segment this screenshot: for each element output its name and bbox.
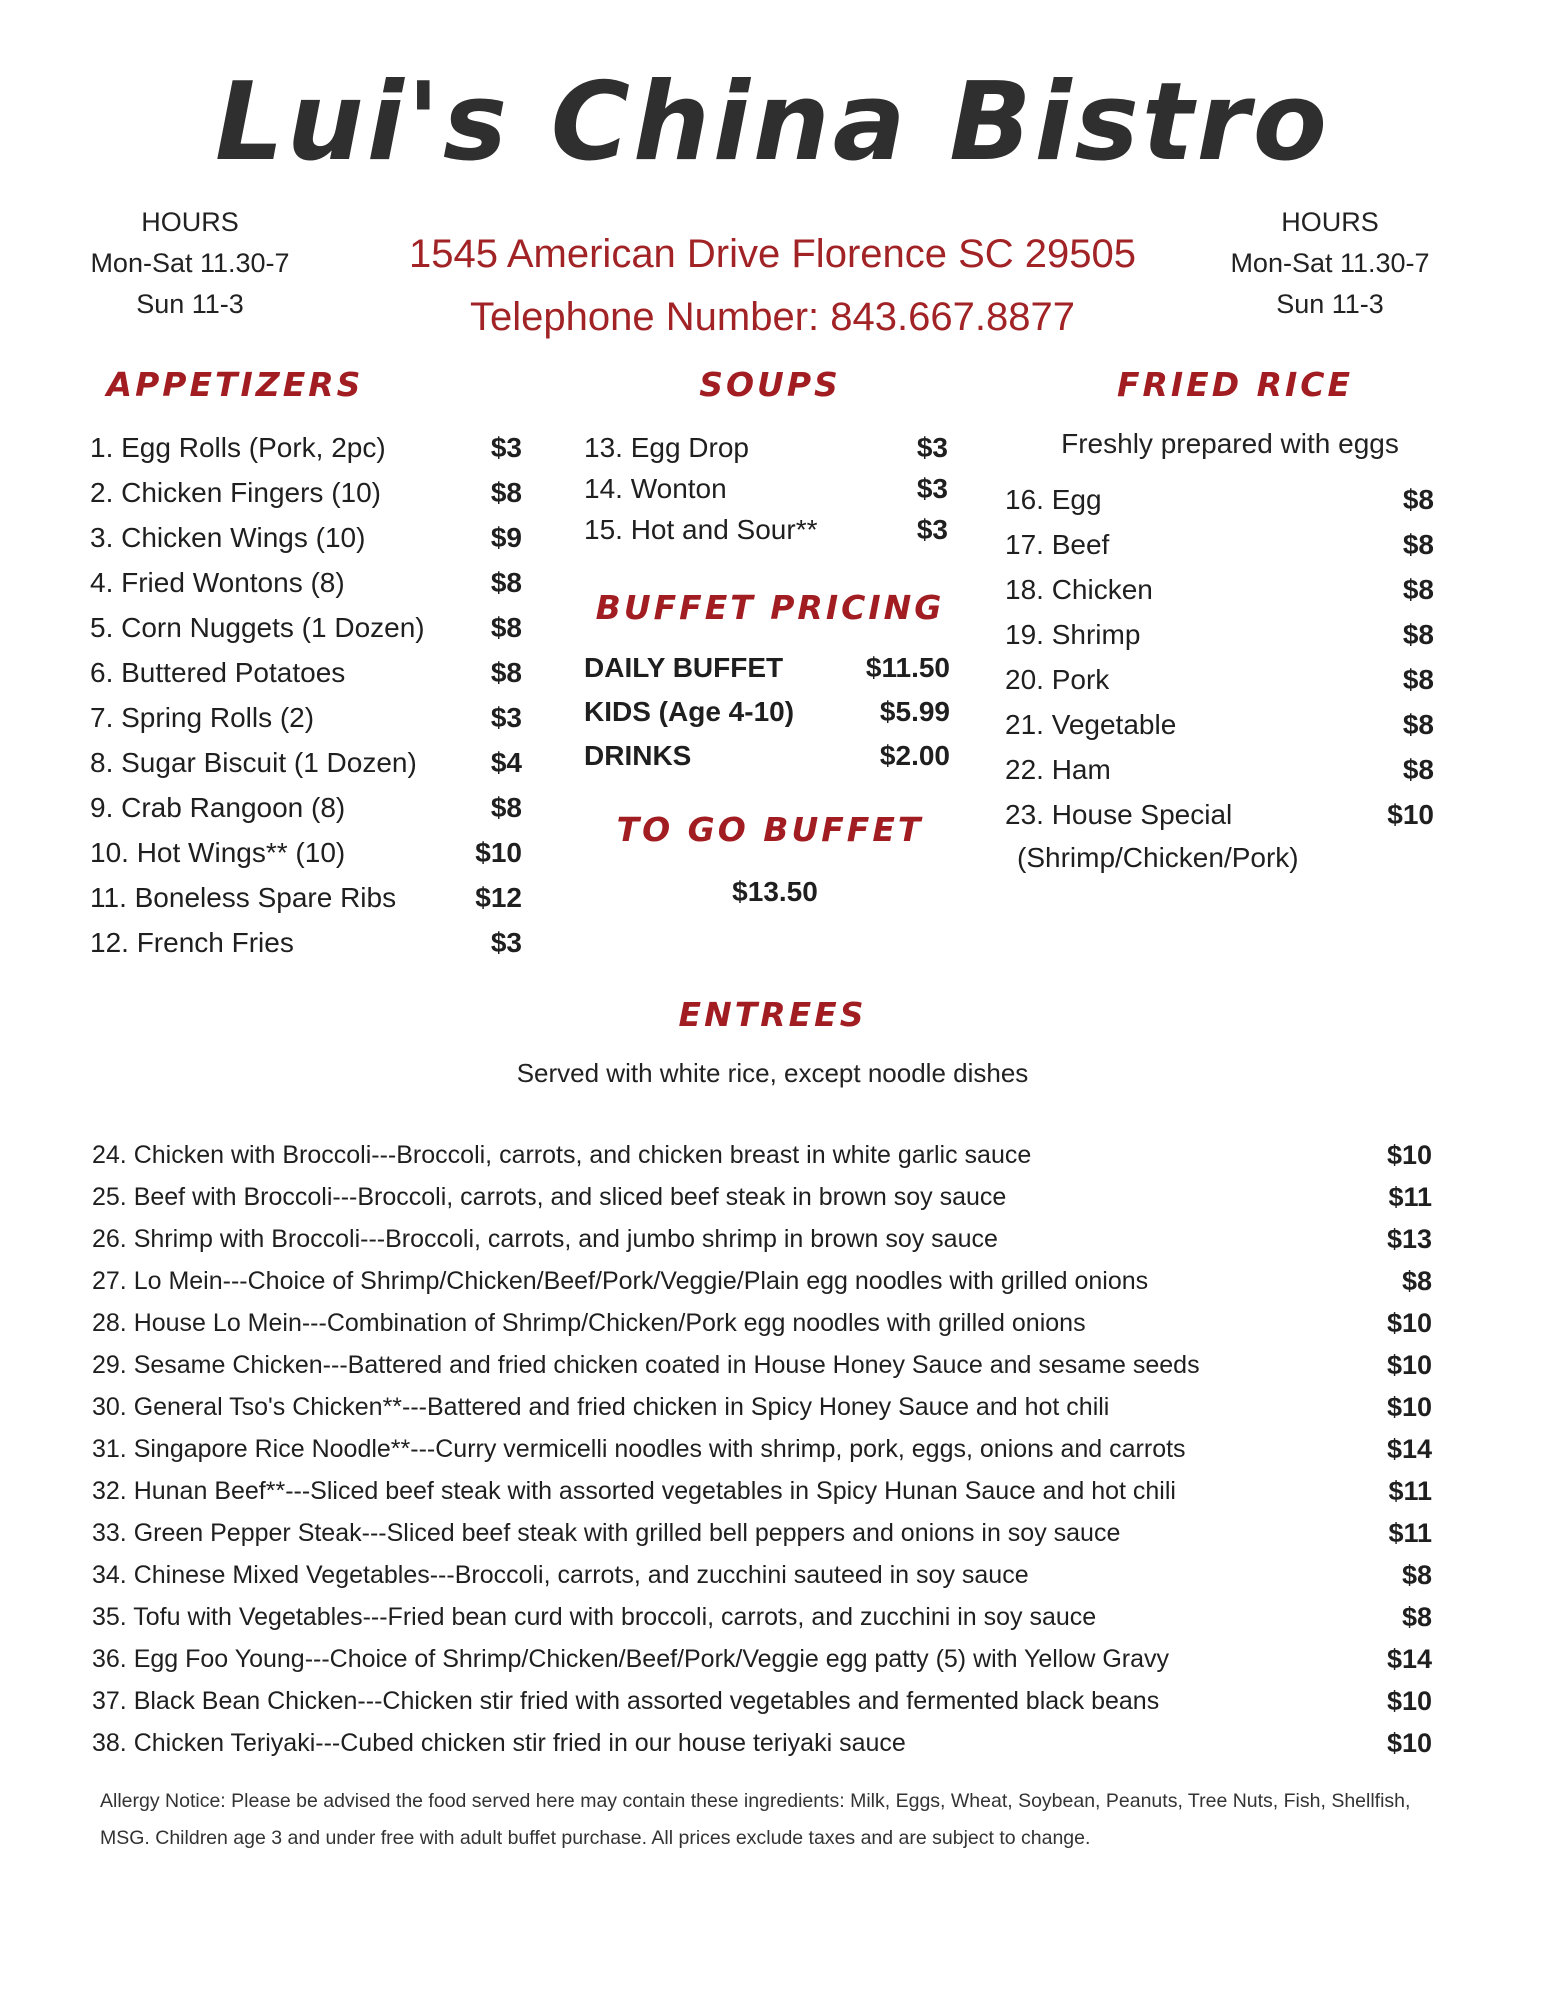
item-name: 26. Shrimp with Broccoli---Broccoli, carrots, and jumbo shrimp in brown soy sauce <box>92 1225 998 1253</box>
item-price: $3 <box>490 702 522 733</box>
item-name: 12. French Fries <box>90 927 294 958</box>
menu-item <box>90 831 522 875</box>
hours-label: HOURS <box>141 207 239 237</box>
item-price: $12 <box>475 882 522 913</box>
item-price: $8 <box>1401 1560 1432 1590</box>
item-price: $8 <box>1402 529 1434 560</box>
item-price: $8 <box>1401 1266 1432 1296</box>
telephone: Telephone Number: 843.667.8877 <box>470 295 1075 339</box>
hours-sunday: Sun 11-3 <box>136 289 244 319</box>
item-price: $3 <box>916 473 948 504</box>
entrees-subtitle: Served with white rice, except noodle dishes <box>516 1058 1029 1088</box>
to-go-buffet-heading: TO GO BUFFET <box>616 810 924 849</box>
entree-item <box>92 1428 1432 1470</box>
buffet-pricing-heading: BUFFET PRICING <box>595 588 945 627</box>
appetizers-list <box>90 426 522 966</box>
item-price: $2.00 <box>879 740 950 771</box>
soups-heading: SOUPS <box>699 365 841 404</box>
entree-item <box>92 1176 1432 1218</box>
item-price: $10 <box>1386 1308 1432 1338</box>
restaurant-title: Lui's China Bistro <box>215 60 1330 185</box>
item-name: 13. Egg Drop <box>584 432 749 463</box>
item-price: $8 <box>490 792 522 823</box>
item-price: $10 <box>1387 799 1434 830</box>
item-name: 2. Chicken Fingers (10) <box>90 477 382 508</box>
item-price: $11.50 <box>865 652 950 683</box>
item-name: 11. Boneless Spare Ribs <box>90 882 397 913</box>
item-price: $8 <box>490 612 522 643</box>
menu-item <box>1005 523 1434 567</box>
item-price: $8 <box>1402 619 1434 650</box>
item-price: $8 <box>1402 484 1434 515</box>
entree-item <box>92 1554 1432 1596</box>
item-price: $11 <box>1388 1182 1432 1212</box>
item-name: 4. Fried Wontons (8) <box>90 567 345 598</box>
item-price: $3 <box>916 432 948 463</box>
item-name: 16. Egg <box>1005 484 1102 515</box>
item-name: 34. Chinese Mixed Vegetables---Broccoli, carrots, and zucchini sauteed in soy sauce <box>92 1561 1029 1589</box>
allergy-notice: Allergy Notice: Please be advised the food served here may contain these ingredients: Milk, Eggs, Wheat, Soybean, Peanuts, Tree Nuts, Fish, Shellfish, MSG. Children age 3 and under free with adult buffet purchase. All prices exclude taxes and are subject to change. <box>100 1790 1411 1849</box>
entree-item <box>92 1596 1432 1638</box>
item-name: 28. House Lo Mein---Combination of Shrimp/Chicken/Pork egg noodles with grilled onions <box>92 1309 1086 1337</box>
item-price: $8 <box>490 567 522 598</box>
entree-item <box>92 1134 1432 1176</box>
item-name: 14. Wonton <box>584 473 727 504</box>
item-name: 24. Chicken with Broccoli---Broccoli, carrots, and chicken breast in white garlic sauce <box>92 1141 1032 1169</box>
item-name: 17. Beef <box>1005 529 1110 560</box>
item-name: 23. House Special <box>1005 799 1233 830</box>
item-price: $8 <box>490 477 522 508</box>
item-price: $10 <box>1386 1350 1432 1380</box>
item-price: $9 <box>490 522 522 553</box>
item-name: 8. Sugar Biscuit (1 Dozen) <box>90 747 417 778</box>
item-price: $3 <box>916 514 948 545</box>
entree-item <box>92 1512 1432 1554</box>
entree-item <box>92 1302 1432 1344</box>
entree-item <box>92 1218 1432 1260</box>
menu-item <box>584 467 948 511</box>
menu-item <box>90 561 522 605</box>
menu-item <box>90 426 522 470</box>
menu-item <box>1005 613 1434 657</box>
item-price: $11 <box>1388 1518 1432 1548</box>
item-name: 19. Shrimp <box>1005 619 1141 650</box>
entree-item <box>92 1260 1432 1302</box>
hours-sunday: Sun 11-3 <box>1276 289 1384 319</box>
menu-item <box>90 696 522 740</box>
address: 1545 American Drive Florence SC 29505 <box>408 232 1137 276</box>
entree-item <box>92 1638 1432 1680</box>
house-special-note <box>1017 836 1434 880</box>
item-name: 35. Tofu with Vegetables---Fried bean curd with broccoli, carrots, and zucchini in soy sauce <box>92 1603 1097 1631</box>
menu-item <box>90 516 522 560</box>
item-name: 25. Beef with Broccoli---Broccoli, carrots, and sliced beef steak in brown soy sauce <box>92 1183 1007 1211</box>
item-name: 10. Hot Wings** (10) <box>90 837 346 868</box>
soups-list <box>584 426 948 566</box>
item-name: 30. General Tso's Chicken**---Battered and fried chicken in Spicy Honey Sauce and hot chili <box>92 1393 1110 1421</box>
item-price: $8 <box>1402 754 1434 785</box>
menu-item <box>1005 478 1434 522</box>
item-note: (Shrimp/Chicken/Pork) <box>1017 842 1299 873</box>
item-price: $10 <box>1386 1728 1432 1758</box>
menu-item <box>1005 658 1434 702</box>
item-name: 27. Lo Mein---Choice of Shrimp/Chicken/Beef/Pork/Veggie/Plain egg noodles with grilled onions <box>92 1267 1149 1295</box>
item-name: KIDS (Age 4-10) <box>584 696 795 727</box>
buffet-pricing-list <box>584 646 950 786</box>
entree-item <box>92 1386 1432 1428</box>
item-price: $10 <box>1386 1686 1432 1716</box>
item-price: $10 <box>475 837 522 868</box>
item-price: $8 <box>1401 1602 1432 1632</box>
fried-rice-list <box>1005 478 1434 898</box>
item-name: 20. Pork <box>1005 664 1110 695</box>
item-price: $13 <box>1386 1224 1432 1254</box>
fried-rice-heading: FRIED RICE <box>1116 365 1354 404</box>
buffet-item <box>584 646 950 690</box>
item-name: 29. Sesame Chicken---Battered and fried chicken coated in House Honey Sauce and sesame seeds <box>92 1351 1200 1379</box>
item-name: 37. Black Bean Chicken---Chicken stir fried with assorted vegetables and fermented black beans <box>92 1687 1160 1715</box>
item-price: $3 <box>490 927 522 958</box>
item-name: DRINKS <box>584 740 692 771</box>
menu-item <box>90 741 522 785</box>
menu-item <box>1005 748 1434 792</box>
item-price: $8 <box>1402 709 1434 740</box>
entree-item <box>92 1344 1432 1386</box>
item-price: $11 <box>1388 1476 1432 1506</box>
hours-weekday: Mon-Sat 11.30-7 <box>1230 248 1430 278</box>
item-name: 38. Chicken Teriyaki---Cubed chicken stir fried in our house teriyaki sauce <box>92 1729 906 1757</box>
item-name: 18. Chicken <box>1005 574 1153 605</box>
item-price: $14 <box>1386 1644 1432 1674</box>
hours-left <box>75 202 305 325</box>
menu-item <box>1005 703 1434 747</box>
item-name: 3. Chicken Wings (10) <box>90 522 366 553</box>
menu-item <box>90 651 522 695</box>
item-name: 5. Corn Nuggets (1 Dozen) <box>90 612 425 643</box>
item-name: 9. Crab Rangoon (8) <box>90 792 346 823</box>
buffet-item <box>584 734 950 778</box>
appetizers-heading: APPETIZERS <box>106 365 364 404</box>
menu-item <box>90 786 522 830</box>
menu-item <box>90 876 522 920</box>
item-price: $8 <box>1402 664 1434 695</box>
item-price: $10 <box>1386 1140 1432 1170</box>
menu-item <box>1005 793 1434 837</box>
menu-item <box>90 471 522 515</box>
item-price: $10 <box>1386 1392 1432 1422</box>
buffet-item <box>584 690 950 734</box>
hours-label: HOURS <box>1281 207 1379 237</box>
entree-item <box>92 1680 1432 1722</box>
item-name: DAILY BUFFET <box>584 652 784 683</box>
menu-item <box>90 606 522 650</box>
hours-right <box>1215 202 1445 325</box>
item-name: 22. Ham <box>1005 754 1111 785</box>
entree-item <box>92 1470 1432 1512</box>
item-name: 21. Vegetable <box>1005 709 1177 740</box>
item-name: 7. Spring Rolls (2) <box>90 702 315 733</box>
menu-item <box>1005 568 1434 612</box>
menu-item <box>584 426 948 470</box>
item-name: 15. Hot and Sour** <box>584 514 818 545</box>
menu-item <box>584 508 948 552</box>
item-price: $5.99 <box>879 696 950 727</box>
item-name: 33. Green Pepper Steak---Sliced beef steak with grilled bell peppers and onions in soy sauce <box>92 1519 1121 1547</box>
entrees-list <box>0 1134 1545 1774</box>
hours-weekday: Mon-Sat 11.30-7 <box>90 248 290 278</box>
item-price: $14 <box>1386 1434 1432 1464</box>
item-name: 31. Singapore Rice Noodle**---Curry vermicelli noodles with shrimp, pork, eggs, onions and carrots <box>92 1435 1186 1463</box>
menu-item <box>90 921 522 965</box>
item-name: 32. Hunan Beef**---Sliced beef steak with assorted vegetables in Spicy Hunan Sauce and hot chili <box>92 1477 1176 1505</box>
item-price: $4 <box>490 747 522 778</box>
to-go-buffet-price: $13.50 <box>732 876 818 907</box>
item-price: $3 <box>490 432 522 463</box>
item-price: $8 <box>490 657 522 688</box>
entrees-heading: ENTREES <box>678 995 867 1034</box>
item-name: 1. Egg Rolls (Pork, 2pc) <box>90 432 386 463</box>
item-name: 36. Egg Foo Young---Choice of Shrimp/Chicken/Beef/Pork/Veggie egg patty (5) with Yellow Gravy <box>92 1645 1169 1673</box>
entree-item <box>92 1722 1432 1764</box>
item-price: $8 <box>1402 574 1434 605</box>
item-name: 6. Buttered Potatoes <box>90 657 346 688</box>
fried-rice-subtitle: Freshly prepared with eggs <box>1061 428 1399 459</box>
